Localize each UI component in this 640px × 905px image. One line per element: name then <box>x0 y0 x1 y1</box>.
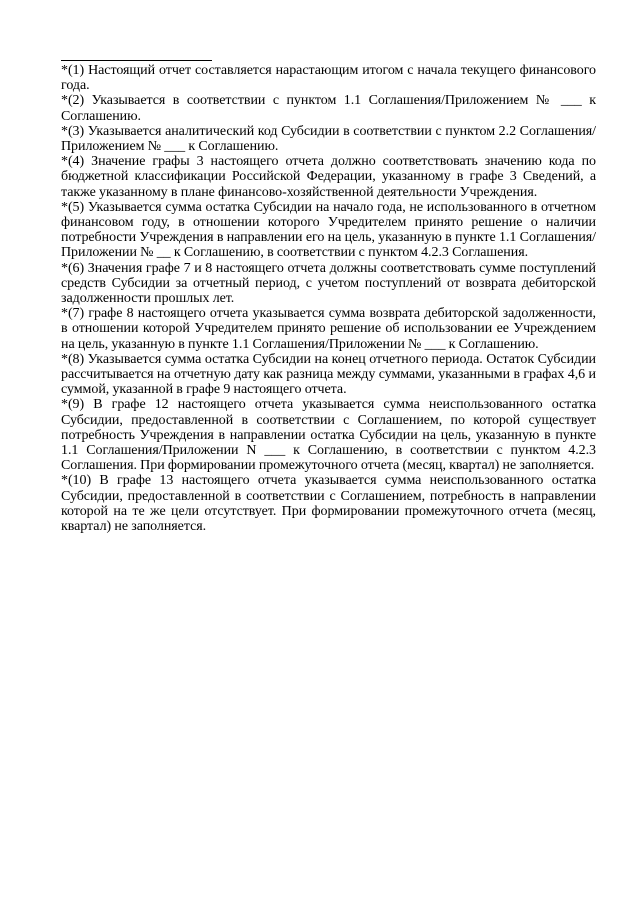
footnote-separator <box>61 60 212 61</box>
footnote-7: *(7) графе 8 настоящего отчета указывается сумма возврата дебиторской задолженности, в отношении которой Учредителем принято решение об использовании ее Учреждением на цель, указанную в пункте 1.1 Соглашения/Приложении № ___ к Соглашению. <box>61 306 596 352</box>
footnote-1: *(1) Настоящий отчет составляется нарастающим итогом с начала текущего финансового года. <box>61 63 596 94</box>
footnote-4: *(4) Значение графы 3 настоящего отчета должно соответствовать значению кода по бюджетной классификации Российской Федерации, указанному в графе 3 Сведений, а также указанному в плане финансово-хозяйственной деятельности Учреждения. <box>61 154 596 200</box>
footnote-6: *(6) Значения графе 7 и 8 настоящего отчета должны соответствовать сумме поступлений средств Субсидии за отчетный период, с учетом поступлений от возврата дебиторской задолженности прошлых лет. <box>61 260 596 307</box>
footnote-2: *(2) Указывается в соответствии с пунктом 1.1 Соглашения/Приложением № ___ к Соглашению. <box>61 93 596 124</box>
footnotes-block <box>61 63 596 534</box>
footnote-10: *(10) В графе 13 настоящего отчета указывается сумма неиспользованного остатка Субсидии, предоставленной в соответствии с Соглашением, потребность в направлении которой на те же цели отсутствует. При формировании промежуточного отчета (месяц, квартал) не заполняется. <box>61 473 596 535</box>
footnote-9: *(9) В графе 12 настоящего отчета указывается сумма неиспользованного остатка Субсидии, предоставленной в соответствии с Соглашением, по которой существует потребность Учреждения в направлении остатка Субсидии на цель, указанную в пункте 1.1 Соглашения/Приложении N ___ к Соглашению, в соответствии с пунктом 4.2.3 Соглашения. При формировании промежуточного отчета (месяц, квартал) не заполняется. <box>61 397 596 474</box>
footnote-5: *(5) Указывается сумма остатка Субсидии на начало года, не использованного в отчетном финансовом году, в отношении которого Учредителем принято решение о наличии потребности Учреждения в направлении его на цель, указанную в пункте 1.1 Соглашения/Приложении № __ к Соглашению, в соответствии с пунктом 4.2.3 Соглашения. <box>61 199 596 261</box>
footnote-8: *(8) Указывается сумма остатка Субсидии на конец отчетного периода. Остаток Субсидии рассчитывается на отчетную дату как разница между суммами, указанными в графах 4,6 и суммой, указанной в графе 9 настоящего отчета. <box>61 351 596 398</box>
footnote-3: *(3) Указывается аналитический код Субсидии в соответствии с пунктом 2.2 Соглашения/Приложением № ___ к Соглашению. <box>61 123 596 155</box>
